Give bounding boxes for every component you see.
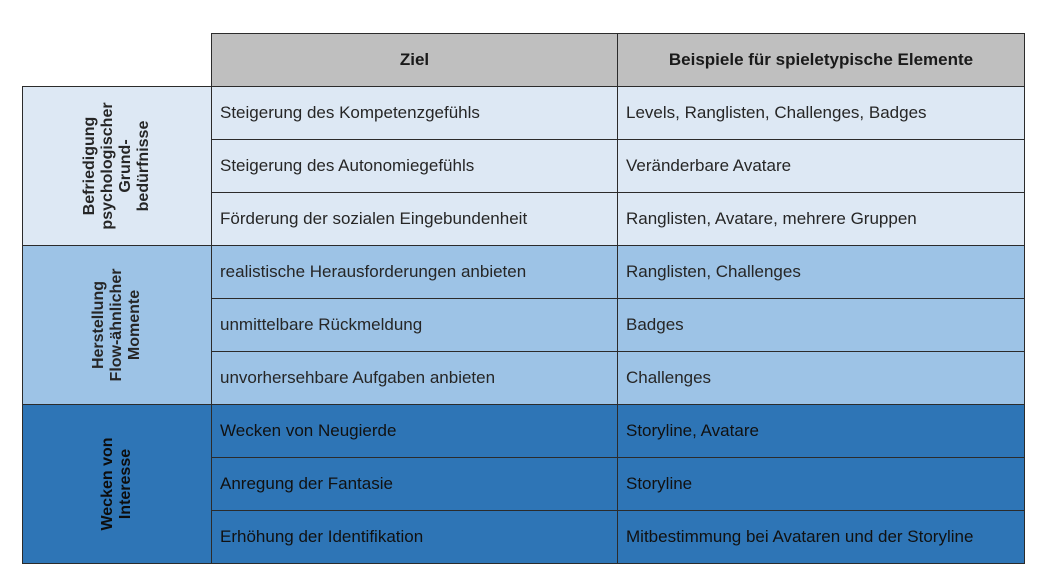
goal-cell: Förderung der sozialen Eingebundenheit	[212, 193, 618, 246]
group-label	[90, 269, 144, 382]
examples-cell: Ranglisten, Avatare, mehrere Gruppen	[618, 193, 1025, 246]
goal-cell: Steigerung des Autonomiegefühls	[212, 140, 618, 193]
examples-cell: Badges	[618, 299, 1025, 352]
goal-cell: Anregung der Fantasie	[212, 458, 618, 511]
goal-cell: unvorhersehbare Aufgaben anbieten	[212, 352, 618, 405]
goal-cell: realistische Herausforderungen anbieten	[212, 246, 618, 299]
group-label-line: Interesse	[117, 448, 134, 520]
group-label-cell	[23, 405, 212, 564]
goal-cell: Wecken von Neugierde	[212, 405, 618, 458]
group-label-line: Flow-ähnlicher	[108, 268, 125, 382]
header-goal: Ziel	[212, 34, 618, 87]
group-label-line: Herstellung	[90, 281, 107, 370]
group-label-line: Momente	[126, 289, 143, 361]
header-row	[23, 34, 1025, 87]
goal-cell: Erhöhung der Identifikation	[212, 511, 618, 564]
group-label-line: bedürfnisse	[135, 120, 152, 212]
examples-cell: Challenges	[618, 352, 1025, 405]
group-label-cell	[23, 246, 212, 405]
group-label-cell	[23, 87, 212, 246]
group-label-line: psychologischer	[99, 102, 116, 230]
empty-corner-cell	[23, 34, 212, 87]
examples-cell: Storyline, Avatare	[618, 405, 1025, 458]
group-label	[81, 102, 153, 229]
examples-cell: Levels, Ranglisten, Challenges, Badges	[618, 87, 1025, 140]
goal-cell: unmittelbare Rückmeldung	[212, 299, 618, 352]
table-row	[23, 405, 1025, 458]
goal-cell: Steigerung des Kompetenzgefühls	[212, 87, 618, 140]
examples-cell: Veränderbare Avatare	[618, 140, 1025, 193]
group-label-line: Befriedigung	[81, 116, 98, 216]
examples-cell: Ranglisten, Challenges	[618, 246, 1025, 299]
examples-cell: Storyline	[618, 458, 1025, 511]
group-label-line: Wecken von	[99, 437, 116, 531]
gamification-table	[22, 33, 1025, 564]
table-row	[23, 87, 1025, 140]
header-examples: Beispiele für spieletypische Elemente	[618, 34, 1025, 87]
table-row	[23, 246, 1025, 299]
examples-cell: Mitbestimmung bei Avataren und der Storyline	[618, 511, 1025, 564]
group-label	[99, 437, 135, 530]
group-label-line: Grund-	[117, 139, 134, 193]
